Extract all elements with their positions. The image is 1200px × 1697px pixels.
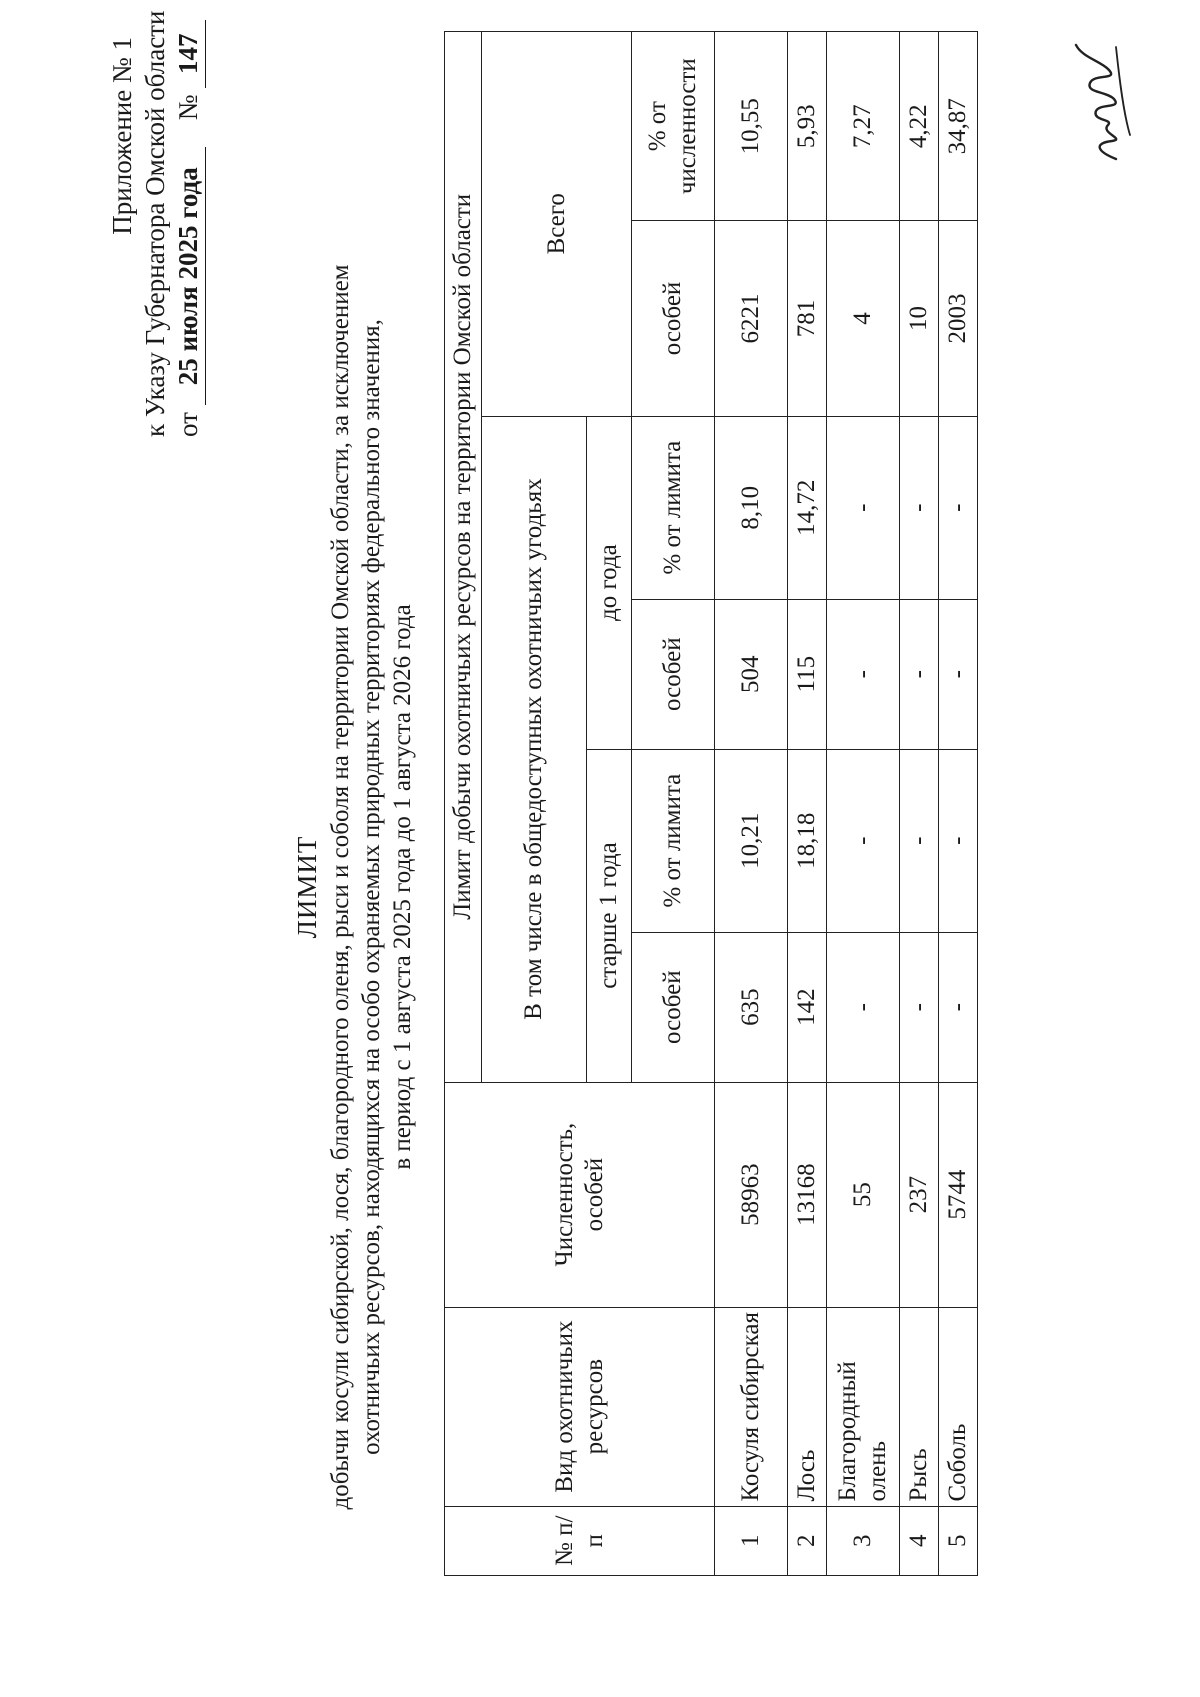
header-younger-count: особей bbox=[632, 599, 715, 749]
header-population: Численность, особей bbox=[445, 1082, 715, 1307]
heading-line-2: охотничьих ресурсов, находящихся на особо охраняемых природных территориях федерального значения, bbox=[358, 319, 385, 1455]
row-total-pct: 10,55 bbox=[715, 32, 788, 221]
row-total-count: 781 bbox=[788, 221, 827, 416]
header-older-count: особей bbox=[632, 932, 715, 1082]
row-older-pct: - bbox=[939, 749, 978, 932]
row-total-pct: 7,27 bbox=[827, 32, 900, 221]
header-limit-group: Лимит добычи охотничьих ресурсов на территории Омской области bbox=[445, 32, 482, 1083]
appendix-block bbox=[106, 10, 206, 437]
row-older-count: - bbox=[827, 932, 900, 1082]
row-kind: Рысь bbox=[900, 1307, 939, 1506]
row-population: 55 bbox=[827, 1082, 900, 1307]
row-num: 2 bbox=[788, 1506, 827, 1575]
header-total-count: особей bbox=[632, 221, 715, 416]
row-kind: Косуля сибирская bbox=[715, 1307, 788, 1506]
header-public-group: В том числе в общедоступных охотничьих угодьях bbox=[482, 416, 587, 1082]
row-older-pct: 10,21 bbox=[715, 749, 788, 932]
document-heading bbox=[292, 137, 418, 1637]
row-population: 58963 bbox=[715, 1082, 788, 1307]
row-num: 1 bbox=[715, 1506, 788, 1575]
row-younger-count: - bbox=[939, 599, 978, 749]
row-younger-pct: 8,10 bbox=[715, 416, 788, 599]
handwritten-signature bbox=[1056, 35, 1146, 165]
appendix-number-prefix: № bbox=[173, 94, 203, 121]
row-total-pct: 4,22 bbox=[900, 32, 939, 221]
row-younger-pct: - bbox=[939, 416, 978, 599]
appendix-title: Приложение № 1 bbox=[107, 37, 137, 235]
row-population: 5744 bbox=[939, 1082, 978, 1307]
row-total-pct: 34,87 bbox=[939, 32, 978, 221]
appendix-decree-ref: к Указу Губернатора Омской области bbox=[140, 10, 170, 437]
header-num: № п/п bbox=[445, 1506, 715, 1575]
row-younger-pct: 14,72 bbox=[788, 416, 827, 599]
heading-line-3: в период с 1 августа 2025 года до 1 августа 2026 года bbox=[389, 604, 416, 1170]
row-total-count: 2003 bbox=[939, 221, 978, 416]
table-row bbox=[900, 32, 939, 1576]
document-title: ЛИМИТ bbox=[292, 835, 322, 939]
row-kind: Соболь bbox=[939, 1307, 978, 1506]
heading-line-1: добычи косули сибирской, лося, благородного оленя, рыси и соболя на территории Омской области, за исключением bbox=[327, 264, 354, 1510]
row-younger-count: - bbox=[827, 599, 900, 749]
row-older-pct: - bbox=[827, 749, 900, 932]
header-older: старше 1 года bbox=[587, 749, 632, 1082]
table-row bbox=[788, 32, 827, 1576]
row-population: 13168 bbox=[788, 1082, 827, 1307]
row-older-count: - bbox=[900, 932, 939, 1082]
table-row bbox=[715, 32, 788, 1576]
appendix-date: 25 июля 2025 года bbox=[172, 147, 206, 405]
appendix-number: 147 bbox=[172, 20, 206, 88]
appendix-date-line bbox=[172, 33, 206, 437]
row-younger-pct: - bbox=[827, 416, 900, 599]
table-row bbox=[827, 32, 900, 1576]
row-older-pct: - bbox=[900, 749, 939, 932]
row-num: 3 bbox=[827, 1506, 900, 1575]
row-num: 5 bbox=[939, 1506, 978, 1575]
row-older-count: 635 bbox=[715, 932, 788, 1082]
header-total-pct: % от численности bbox=[632, 32, 715, 221]
row-population: 237 bbox=[900, 1082, 939, 1307]
row-younger-count: 115 bbox=[788, 599, 827, 749]
row-total-count: 10 bbox=[900, 221, 939, 416]
row-total-pct: 5,93 bbox=[788, 32, 827, 221]
row-num: 4 bbox=[900, 1506, 939, 1575]
row-younger-count: 504 bbox=[715, 599, 788, 749]
row-older-count: 142 bbox=[788, 932, 827, 1082]
header-kind: Вид охотничьих ресурсов bbox=[445, 1307, 715, 1506]
row-older-count: - bbox=[939, 932, 978, 1082]
row-kind: Лось bbox=[788, 1307, 827, 1506]
header-younger-pct: % от лимита bbox=[632, 416, 715, 599]
row-younger-count: - bbox=[900, 599, 939, 749]
header-younger: до года bbox=[587, 416, 632, 749]
row-kind: Благородный олень bbox=[827, 1307, 900, 1506]
table-row bbox=[939, 32, 978, 1576]
appendix-from-prefix: от bbox=[173, 412, 203, 437]
row-total-count: 6221 bbox=[715, 221, 788, 416]
row-older-pct: 18,18 bbox=[788, 749, 827, 932]
row-younger-pct: - bbox=[900, 416, 939, 599]
header-older-pct: % от лимита bbox=[632, 749, 715, 932]
header-total-group: Всего bbox=[482, 32, 632, 417]
row-total-count: 4 bbox=[827, 221, 900, 416]
limit-table bbox=[444, 31, 978, 1576]
